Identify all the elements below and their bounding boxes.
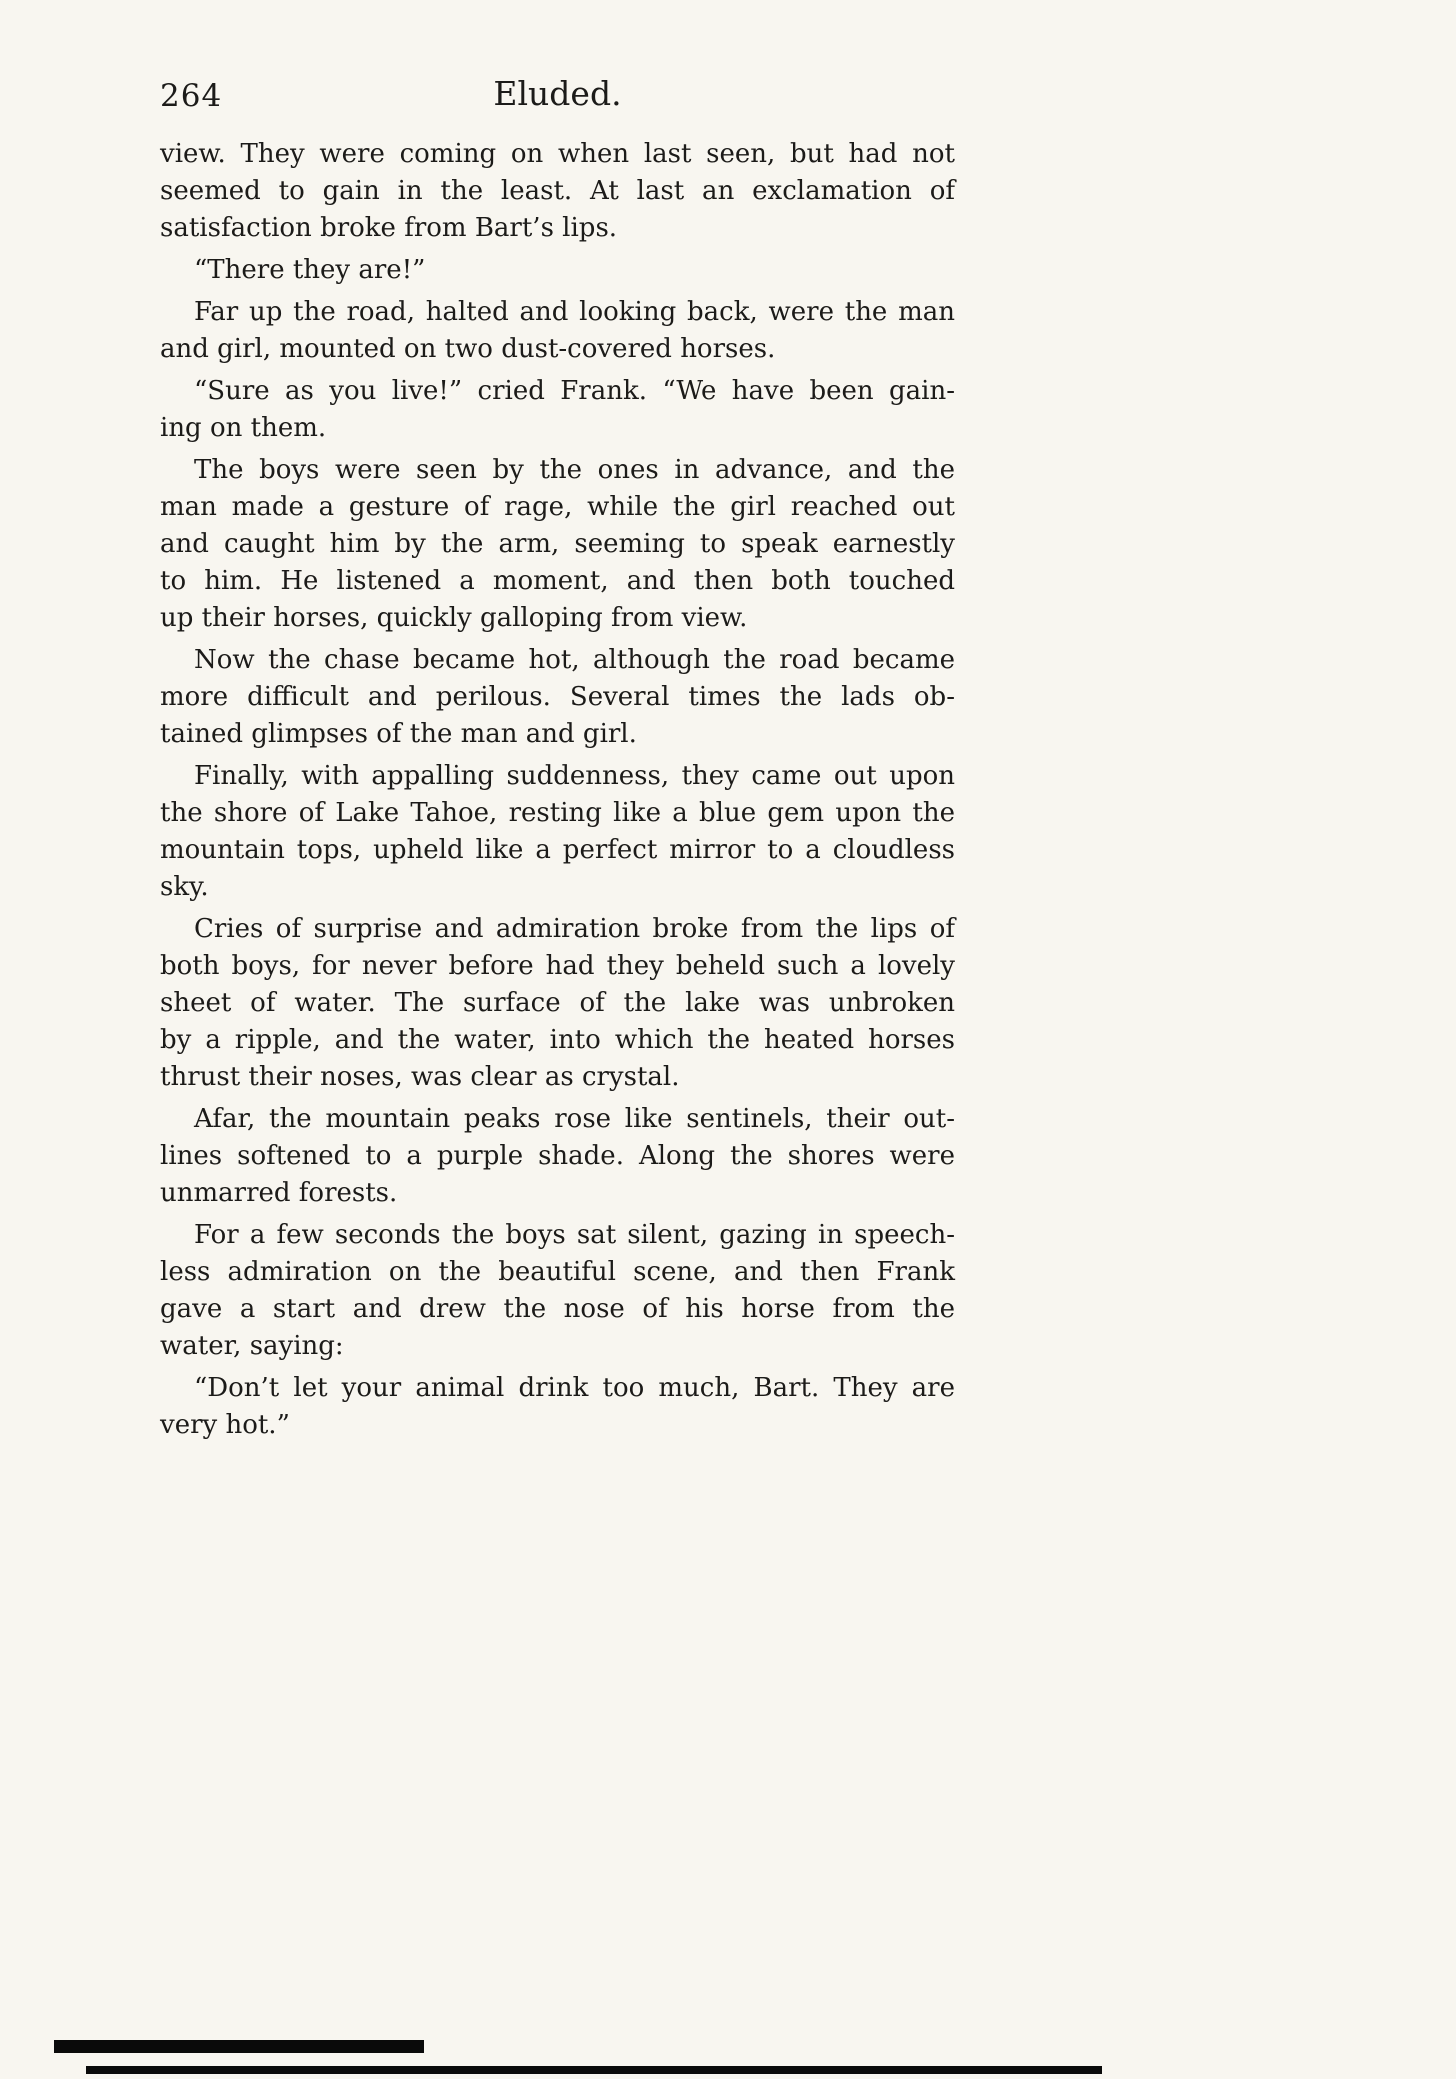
text-line: Far up the road, halted and looking back, were the man bbox=[194, 297, 955, 327]
paragraph bbox=[160, 294, 955, 368]
text-line: Now the chase became hot, although the road became bbox=[194, 645, 955, 675]
text-line: the shore of Lake Tahoe, resting like a blue gem upon the bbox=[160, 798, 955, 828]
text-line: mountain tops, upheld like a perfect mirror to a cloudless bbox=[160, 835, 955, 865]
text-line: sheet of water. The surface of the lake was unbroken bbox=[160, 988, 955, 1018]
paragraph bbox=[160, 136, 955, 247]
text-line: “There they are!” bbox=[194, 255, 426, 285]
text-line: seemed to gain in the least. At last an exclamation of bbox=[160, 176, 955, 206]
text-line: less admiration on the beautiful scene, and then Frank bbox=[160, 1257, 955, 1287]
text-line: satisfaction broke from Bart’s lips. bbox=[160, 213, 618, 243]
text-line: “Don’t let your animal drink too much, Bart. They are bbox=[194, 1373, 955, 1403]
text-line: both boys, for never before had they beheld such a lovely bbox=[160, 951, 955, 981]
text-line: ing on them. bbox=[160, 413, 327, 443]
text-line: For a few seconds the boys sat silent, gazing in speech- bbox=[194, 1220, 955, 1250]
paragraph bbox=[160, 642, 955, 753]
page-body bbox=[160, 136, 955, 1444]
page-title: Eluded. bbox=[493, 74, 622, 113]
text-line: man made a gesture of rage, while the girl reached out bbox=[160, 492, 955, 522]
text-line: more difficult and perilous. Several times the lads ob- bbox=[160, 682, 955, 712]
text-line: by a ripple, and the water, into which the heated horses bbox=[160, 1025, 955, 1055]
text-line: gave a start and drew the nose of his horse from the bbox=[160, 1294, 955, 1324]
text-line: and girl, mounted on two dust-covered horses. bbox=[160, 334, 776, 364]
paragraph bbox=[160, 1101, 955, 1212]
text-line: “Sure as you live!” cried Frank. “We have been gain- bbox=[194, 376, 955, 406]
text-line: thrust their noses, was clear as crystal. bbox=[160, 1062, 680, 1092]
paragraph bbox=[160, 1370, 955, 1444]
text-line: The boys were seen by the ones in advance, and the bbox=[194, 455, 955, 485]
text-line: up their horses, quickly galloping from view. bbox=[160, 603, 748, 633]
paragraph bbox=[160, 252, 955, 289]
text-line: to him. He listened a moment, and then both touched bbox=[160, 566, 955, 596]
text-line: sky. bbox=[160, 872, 209, 902]
text-line: tained glimpses of the man and girl. bbox=[160, 719, 637, 749]
text-line: and caught him by the arm, seeming to speak earnestly bbox=[160, 529, 955, 559]
paragraph bbox=[160, 758, 955, 906]
text-line: Cries of surprise and admiration broke from the lips of bbox=[194, 914, 955, 944]
text-line: Finally, with appalling suddenness, they came out upon bbox=[194, 761, 955, 791]
scan-artifact-bar-thick bbox=[54, 2040, 424, 2053]
paragraph bbox=[160, 1217, 955, 1365]
page-number: 264 bbox=[160, 78, 223, 114]
paragraph bbox=[160, 373, 955, 447]
paragraph bbox=[160, 911, 955, 1096]
text-line: unmarred forests. bbox=[160, 1178, 398, 1208]
text-line: view. They were coming on when last seen, but had not bbox=[160, 139, 955, 169]
text-line: very hot.” bbox=[160, 1410, 290, 1440]
scan-artifact-bar-thin bbox=[86, 2066, 1102, 2074]
text-line: lines softened to a purple shade. Along the shores were bbox=[160, 1141, 955, 1171]
text-line: Afar, the mountain peaks rose like sentinels, their out- bbox=[194, 1104, 955, 1134]
text-line: water, saying: bbox=[160, 1331, 344, 1361]
paragraph bbox=[160, 452, 955, 637]
